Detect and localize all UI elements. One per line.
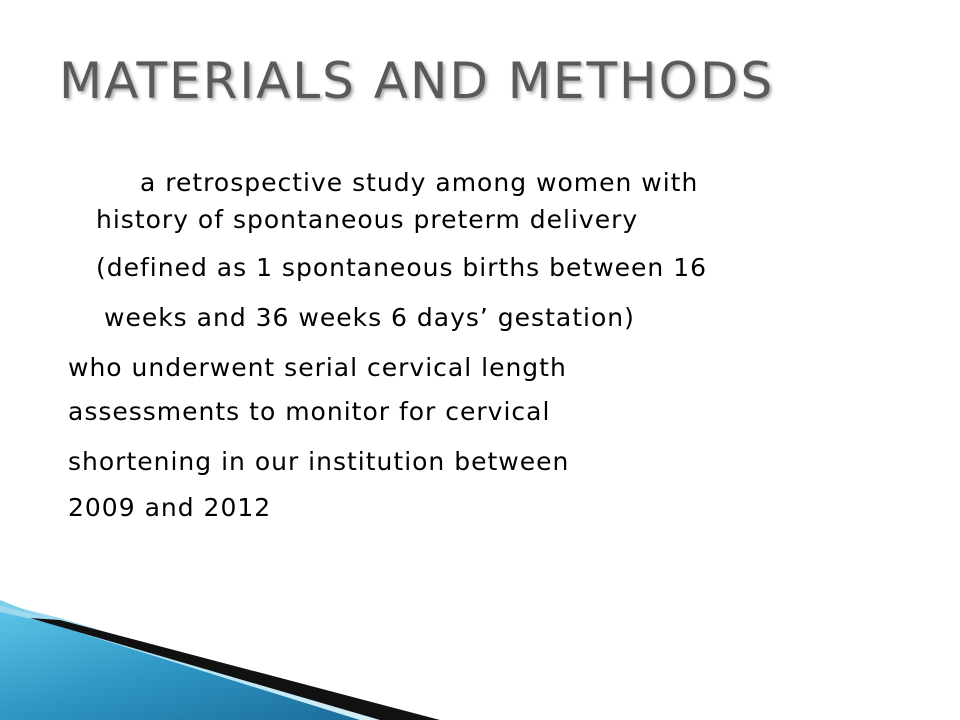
body-line: weeks and 36 weeks 6 days’ gestation) bbox=[104, 303, 635, 332]
body-line: history of spontaneous preterm delivery bbox=[96, 205, 639, 234]
body-line: 2009 and 2012 bbox=[68, 493, 272, 522]
slide-title: MATERIALS AND METHODS bbox=[59, 52, 775, 110]
blue-band bbox=[0, 612, 360, 720]
body-line: (defined as 1 spontaneous births between 16 bbox=[96, 253, 708, 282]
body-line: shortening in our institution between bbox=[68, 447, 570, 476]
body-line: who underwent serial cervical length bbox=[68, 353, 567, 382]
body-line: assessments to monitor for cervical bbox=[68, 397, 551, 426]
body-line: a retrospective study among women with bbox=[140, 168, 699, 197]
